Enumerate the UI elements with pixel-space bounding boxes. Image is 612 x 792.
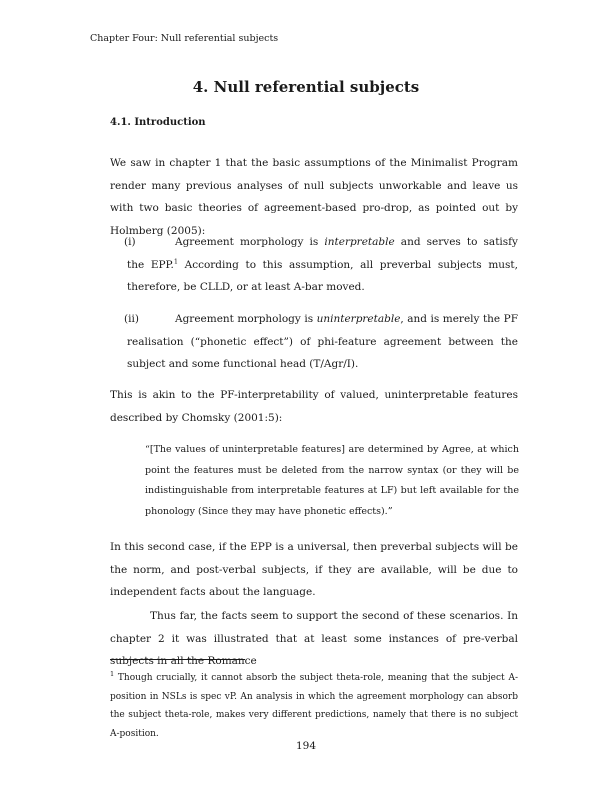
list-label: (i) (124, 236, 136, 248)
page-number: 194 (295, 740, 317, 752)
paragraph-second-case: In this second case, if the EPP is a universal, then preverbal subjects will be the norm, and post-verbal subjects, if they are available, will be due to independent facts about the language. (110, 541, 518, 598)
list-item-ii (110, 308, 518, 376)
section-heading: 4.1. Introduction (110, 117, 206, 128)
paragraph-intro: We saw in chapter 1 that the basic assumptions of the Minimalist Program render many previous analyses of null subjects unworkable and leave us with two basic theories of agreement-based pro-drop, as pointed out by Holmberg (2005): (110, 157, 518, 237)
list-label: (ii) (124, 313, 139, 325)
footnote: $^1$ Though crucially, it cannot absorb the subject theta-role, meaning that the subject A-position in NSLs is spec vP. An analysis in which the agreement morphology can absorb the subject theta-role, makes very different predictions, namely that there is no subject A-position. (110, 670, 518, 739)
footnote-marker: 1 (110, 670, 115, 678)
block-quote: “[The values of uninterpretable features] are determined by Agree, at which point the features must be deleted from the narrow syntax (or they will be indistinguishable from interpretable features at LF) but left available for the phonology (Since they may have phonetic effects).” (145, 444, 519, 517)
chapter-title: 4. Null referential subjects (192, 78, 420, 96)
paragraph-chomsky: This is akin to the PF-interpretability of valued, uninterpretable features described by Chomsky (2001:5): (110, 389, 518, 424)
footnote-ref: 1 (173, 257, 178, 265)
footnote-rule (110, 659, 245, 660)
list-text: Agreement morphology is uninterpretable, and is merely the PF realisation (“phonetic effect”) of phi-feature agreement between the subject and some functional head (T/Agr/I). (127, 313, 518, 370)
list-item-i (110, 231, 518, 299)
list-text: Agreement morphology is interpretable and serves to satisfy the EPP.$^1$ According to this assumption, all preverbal subjects must, therefore, be CLLD, or at least A-bar moved. (127, 236, 518, 293)
running-head: Chapter Four: Null referential subjects (90, 33, 279, 44)
paragraph-scenarios: Thus far, the facts seem to support the second of these scenarios. In chapter 2 it was illustrated that at least some instances of pre-verbal subjects in all the Romance (110, 610, 518, 667)
